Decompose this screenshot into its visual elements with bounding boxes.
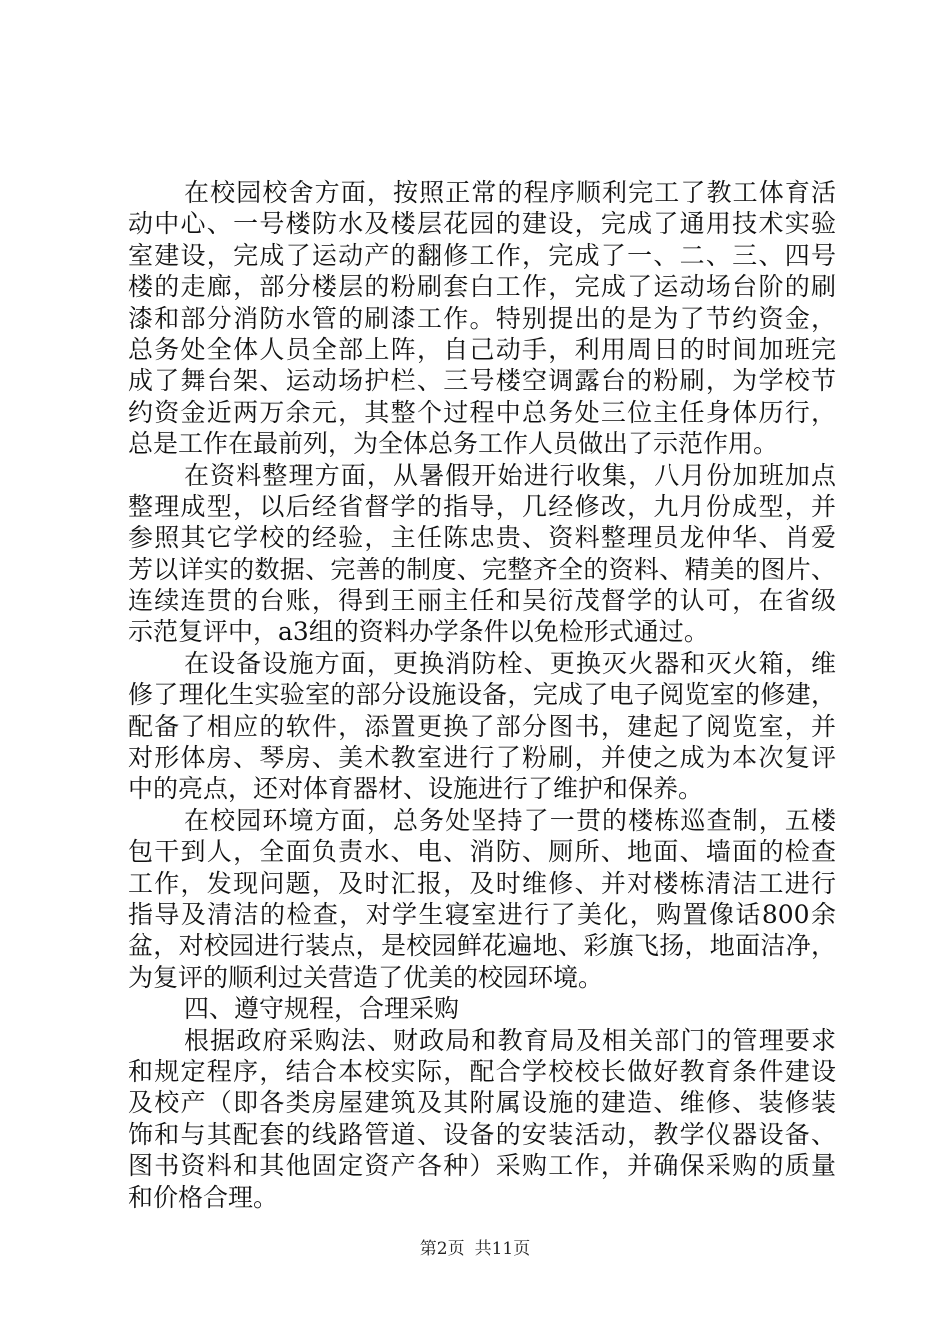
paragraph-line: 及校产（即各类房屋建筑及其附属设施的建造、维修、装修装 [128, 1088, 836, 1118]
total-pages: 共11页 [474, 1239, 531, 1259]
paragraph-line: 约资金近两万余元，其整个过程中总务处三位主任身体历行， [128, 397, 836, 427]
paragraph-line: 在校园校舍方面，按照正常的程序顺利完工了教工体育活 [184, 178, 836, 207]
paragraph-line: 在资料整理方面，从暑假开始进行收集，八月份加班加点 [184, 460, 836, 490]
paragraph-line: 总务处全体人员全部上阵，自己动手，利用周日的时间加班完 [128, 334, 836, 364]
page-footer [0, 1237, 950, 1261]
paragraph-line: 楼的走廊，部分楼层的粉刷套白工作，完成了运动场台阶的刷 [128, 272, 836, 302]
paragraph-line: 根据政府采购法、财政局和教育局及相关部门的管理要求 [184, 1025, 836, 1055]
paragraph-line: 连续连贯的台账，得到王丽主任和吴衍茂督学的认可，在省级 [128, 586, 836, 616]
paragraph-line: 对形体房、琴房、美术教室进行了粉刷，并使之成为本次复评 [128, 743, 836, 773]
paragraph-line: 配备了相应的软件，添置更换了部分图书，建起了阅览室，并 [128, 711, 836, 741]
paragraph-line: 饰和与其配套的线路管道、设备的安装活动，教学仪器设备、 [128, 1119, 836, 1149]
paragraph-line: 中的亮点，还对体育器材、设施进行了维护和保养。 [128, 774, 704, 804]
paragraph-line: 成了舞台架、运动场护栏、三号楼空调露台的粉刷，为学校节 [128, 366, 836, 396]
document-body [128, 177, 836, 1213]
paragraph-line: 在设备设施方面，更换消防栓、更换灭火器和灭火箱，维 [184, 648, 836, 678]
paragraph-line: 参照其它学校的经验，主任陈忠贵、资料整理员龙仲华、肖爱 [128, 523, 836, 553]
paragraph-line: 和价格合理。 [128, 1182, 279, 1212]
paragraph-line: 整理成型，以后经省督学的指导，几经修改，九月份成型，并 [128, 491, 836, 521]
paragraph-line: 为复评的顺利过关营造了优美的校园环境。 [128, 962, 604, 992]
page-number: 第2页 [419, 1239, 465, 1259]
section-heading: 四、遵守规程，合理采购 [184, 994, 460, 1024]
paragraph-line: 图书资料和其他固定资产各种）采购工作，并确保采购的质量 [128, 1151, 836, 1181]
paragraph-line: 室建设，完成了运动产的翻修工作，完成了一、二、三、四号 [128, 240, 836, 270]
paragraph-line: 和规定程序，结合本校实际，配合学校校长做好教育条件建设 [128, 1056, 836, 1086]
paragraph-line: 示范复评中，a3组的资料办学条件以免检形式通过。 [128, 617, 709, 647]
paragraph-line: 总是工作在最前列，为全体总务工作人员做出了示范作用。 [128, 429, 779, 459]
paragraph-line: 芳以详实的数据、完善的制度、完整齐全的资料、精美的图片、 [128, 554, 836, 584]
paragraph-line: 盆，对校园进行装点，是校园鲜花遍地、彩旗飞扬，地面洁净， [128, 931, 836, 961]
paragraph-line: 包干到人，全面负责水、电、消防、厕所、地面、墙面的检查 [128, 837, 836, 867]
paragraph-line: 修了理化生实验室的部分设施设备，完成了电子阅览室的修建， [128, 680, 836, 710]
paragraph-line: 动中心、一号楼防水及楼层花园的建设，完成了通用技术实验 [128, 209, 836, 239]
paragraph-line: 漆和部分消防水管的刷漆工作。特别提出的是为了节约资金， [128, 303, 836, 333]
paragraph-line: 指导及清洁的检查，对学生寝室进行了美化，购置像话800余 [128, 899, 836, 929]
paragraph-line: 在校园环境方面，总务处坚持了一贯的楼栋巡查制，五楼 [184, 805, 836, 835]
paragraph-line: 工作，发现问题，及时汇报，及时维修、并对楼栋清洁工进行 [128, 868, 836, 898]
